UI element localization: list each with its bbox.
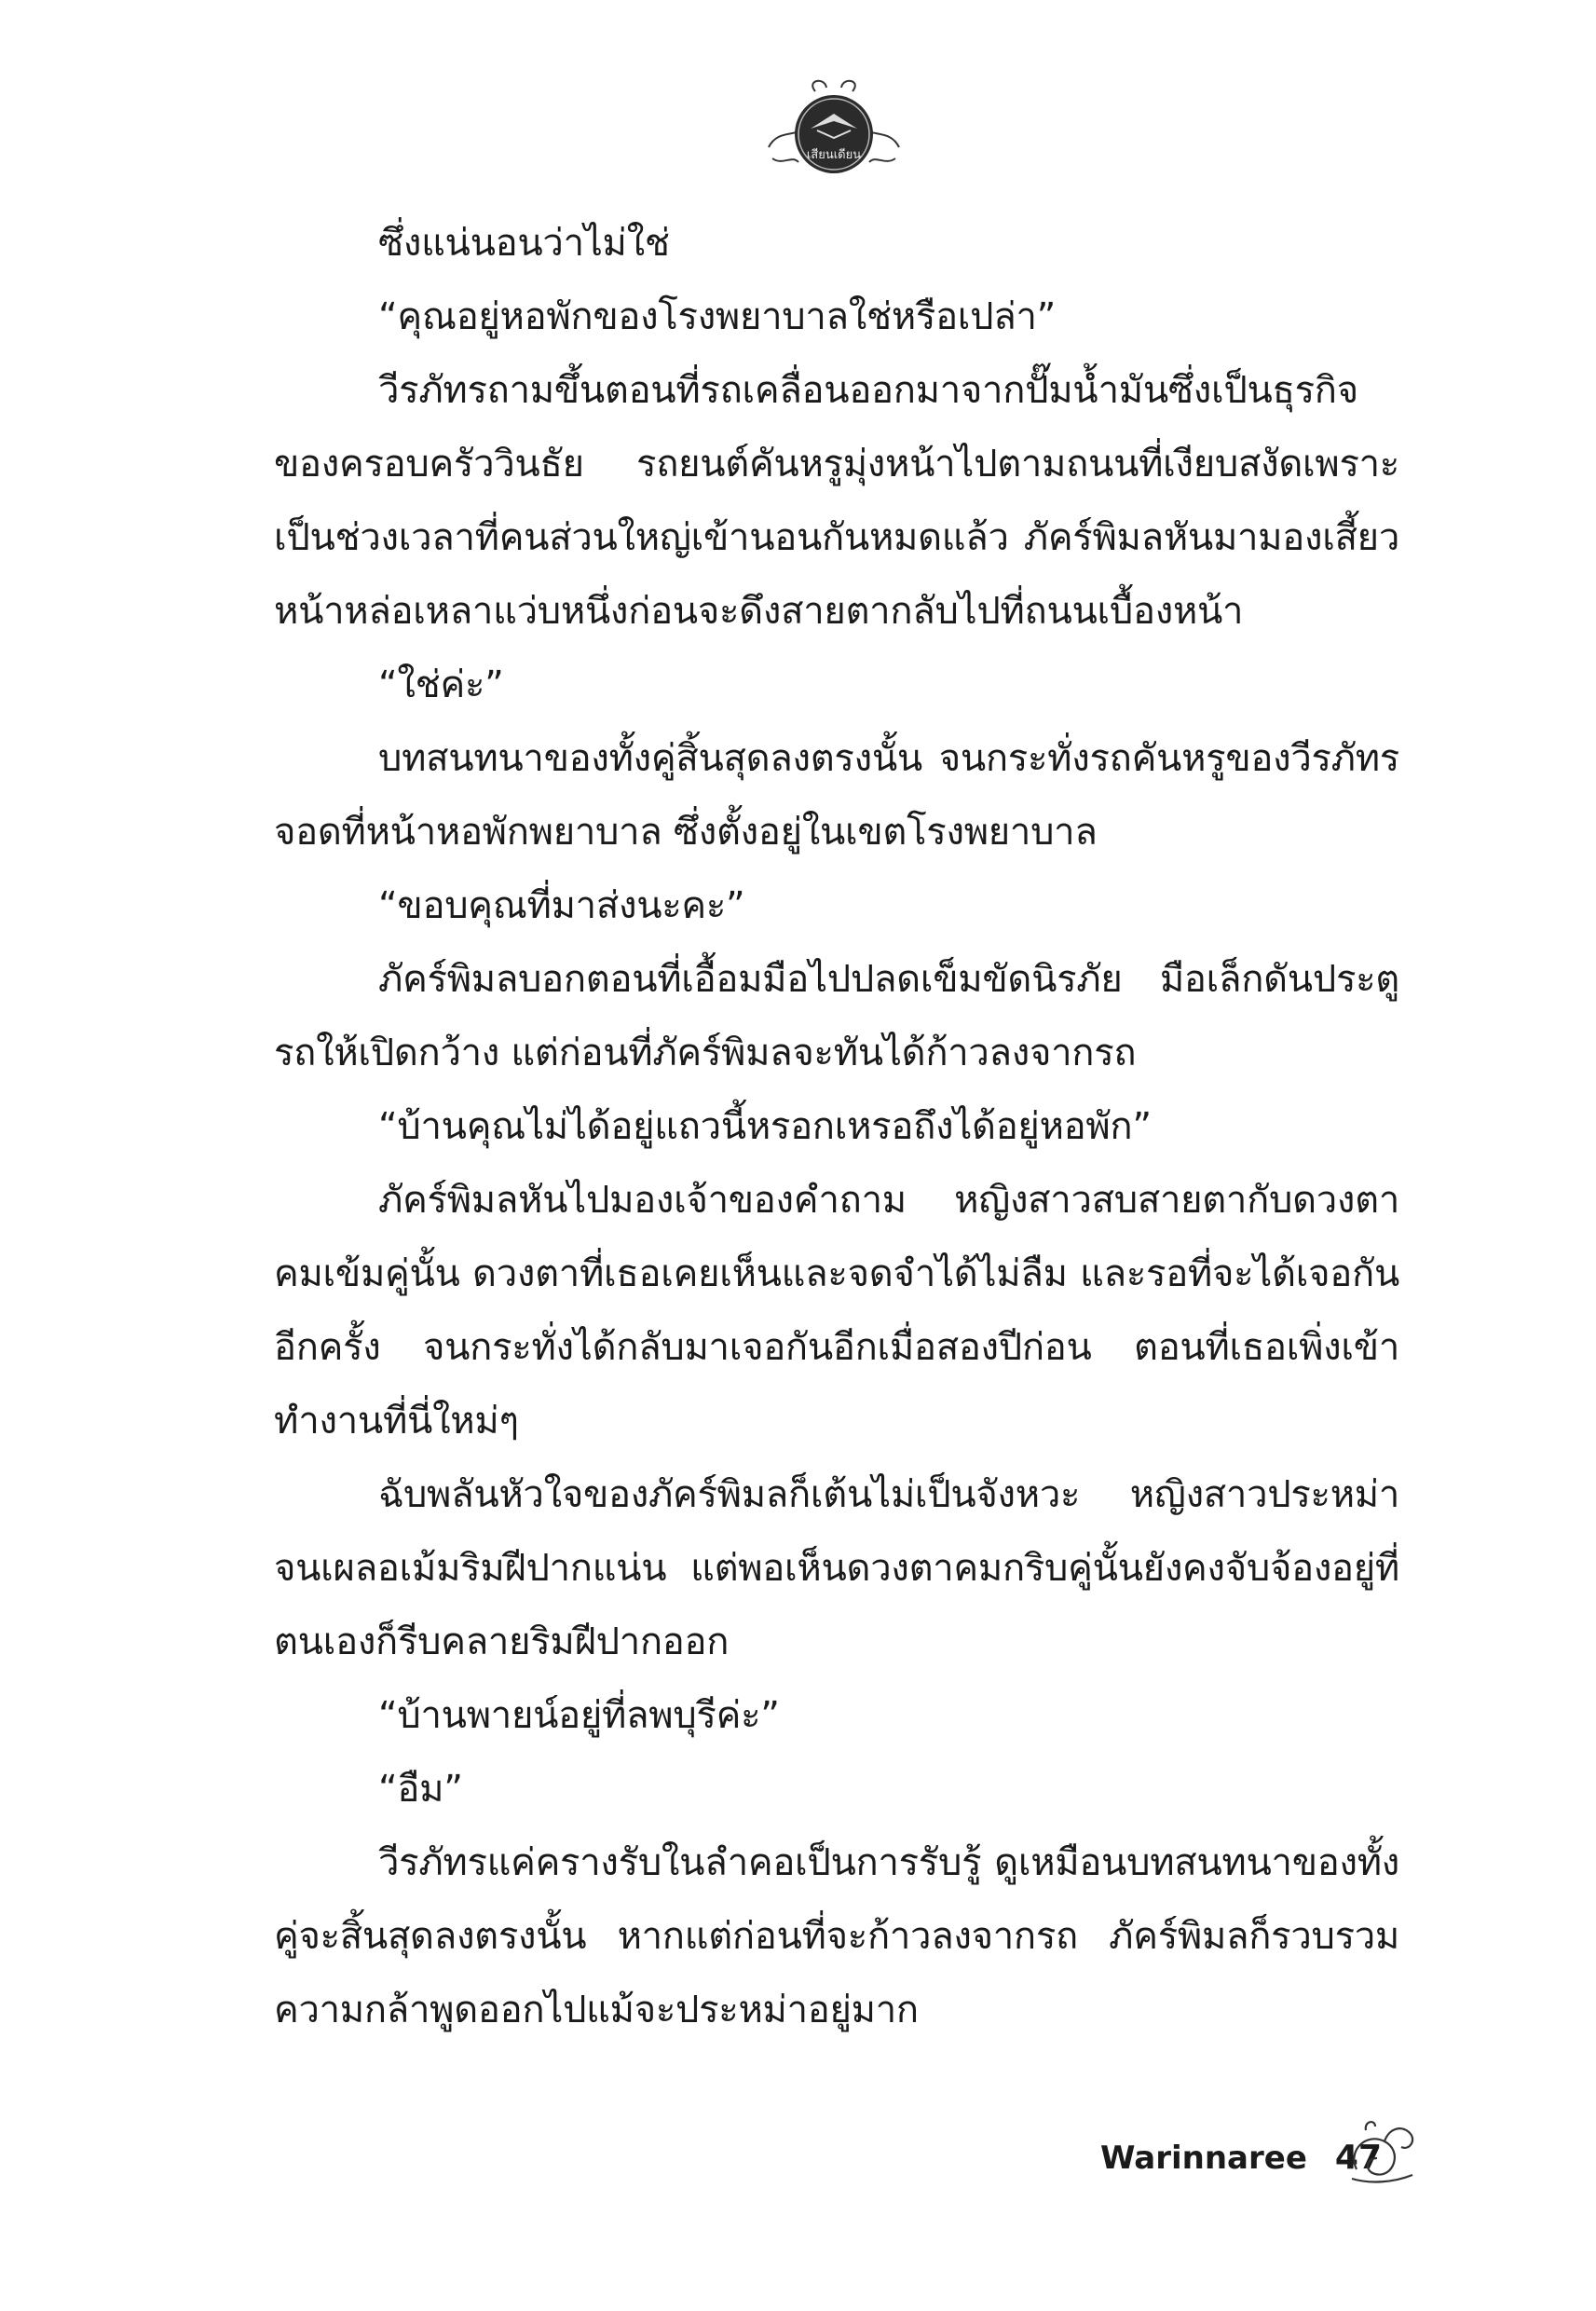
author-name: Warinnaree [1099,2139,1307,2177]
paragraph: ซึ่งแน่นอนว่าไม่ใช่ [378,222,670,265]
header-emblem-logo [759,73,908,183]
paragraph: “คุณอยู่หอพักของโรงพยาบาลใช่หรือเปล่า” [378,295,1057,338]
chapter-body-text [274,207,1399,2047]
paragraph: “บ้านคุณไม่ได้อยู่แถวนี้หรอกเหรอถึงได้อยู่หอพัก” [378,1105,1152,1148]
paragraph: ฉับพลันหัวใจของภัคร์พิมลก็เต้นไม่เป็นจังหวะ หญิงสาวประหม่าจนเผลอเม้มริมฝีปากแน่น แต่พอเห็นดวงตาคมกริบคู่นั้นยังคงจับจ้องอยู่ที่ตนเองก็รีบคลายริมฝีปากออก [274,1473,1399,1663]
paragraph: ภัคร์พิมลบอกตอนที่เอื้อมมือไปปลดเข็มขัดนิรภัย มือเล็กดันประตูรถให้เปิดกว้าง แต่ก่อนที่ภัคร์พิมลจะทันได้ก้าวลงจากรถ [274,958,1399,1074]
page-number: 47 [1334,2139,1382,2177]
footer-ornament-icon [1338,2113,1422,2188]
paragraph: “ขอบคุณที่มาส่งนะคะ” [378,884,745,927]
paragraph: วีรภัทรแค่ครางรับในลำคอเป็นการรับรู้ ดูเหมือนบทสนทนาของทั้งคู่จะสิ้นสุดลงตรงนั้น หากแต่ก่อนที่จะก้าวลงจากรถ ภัคร์พิมลก็รวบรวมความกล้าพูดออกไปแม้จะประหม่าอยู่มาก [274,1841,1399,2031]
paragraph: ภัคร์พิมลหันไปมองเจ้าของคำถาม หญิงสาวสบสายตากับดวงตาคมเข้มคู่นั้น ดวงตาที่เธอเคยเห็นและจดจำได้ไม่ลืม และรอที่จะได้เจอกันอีกครั้ง จนกระทั่งได้กลับมาเจอกันอีกเมื่อสองปีก่อน ตอนที่เธอเพิ่งเข้าทำงานที่นี่ใหม่ๆ [274,1179,1399,1443]
svg-text:เสียนเดียน: เสียนเดียน [806,148,862,162]
paragraph: “อืม” [378,1768,463,1811]
paragraph: “ใช่ค่ะ” [378,663,504,706]
paragraph: “บ้านพายน์อยู่ที่ลพบุรีค่ะ” [378,1694,780,1737]
paragraph: บทสนทนาของทั้งคู่สิ้นสุดลงตรงนั้น จนกระทั่งรถคันหรูของวีรภัทรจอดที่หน้าหอพักพยาบาล ซึ่งตั้งอยู่ในเขตโรงพยาบาล [274,737,1399,854]
paragraph: วีรภัทรถามขึ้นตอนที่รถเคลื่อนออกมาจากปั๊มน้ำมันซึ่งเป็นธุรกิจของครอบครัววินธัย รถยนต์คันหรูมุ่งหน้าไปตามถนนที่เงียบสงัดเพราะเป็นช่วงเวลาที่คนส่วนใหญ่เข้านอนกันหมดแล้ว ภัคร์พิมลหันมามองเสี้ยวหน้าหล่อเหลาแว่บหนึ่งก่อนจะดึงสายตากลับไปที่ถนนเบื้องหน้า [274,369,1399,633]
